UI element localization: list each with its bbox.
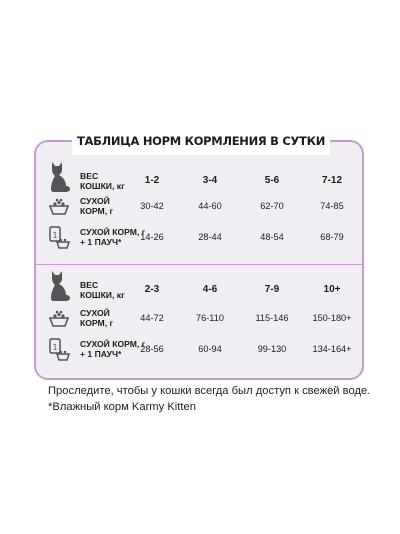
combo-cell: 28-56 bbox=[140, 344, 164, 354]
combo-cell: 134-164+ bbox=[312, 344, 352, 354]
dry-label: СУХОЙ КОРМ, г bbox=[80, 308, 114, 328]
dry-cell: 44-72 bbox=[140, 313, 164, 323]
table-title-wrap bbox=[72, 127, 330, 155]
table-divider bbox=[34, 264, 364, 265]
weight-label: ВЕС КОШКИ, кг bbox=[80, 280, 125, 300]
cat-icon bbox=[48, 269, 72, 303]
pouch-bowl-icon bbox=[48, 224, 70, 250]
combo-cell: 68-79 bbox=[320, 232, 344, 242]
weight-label: ВЕС КОШКИ, кг bbox=[80, 171, 125, 191]
weight-cell: 5-6 bbox=[264, 175, 280, 186]
table-title: ТАБЛИЦА НОРМ КОРМЛЕНИЯ В СУТКИ bbox=[76, 134, 326, 148]
combo-label: СУХОЙ КОРМ, г + 1 ПАУЧ* bbox=[80, 227, 146, 247]
wet-food-note: *Влажный корм Karmy Kitten bbox=[48, 401, 196, 413]
cat-icon bbox=[48, 160, 72, 194]
combo-cell: 14-26 bbox=[140, 232, 164, 242]
pouch-bowl-icon bbox=[48, 336, 70, 362]
water-note: Проследите, чтобы у кошки всегда был доступ к свежей воде. bbox=[48, 385, 371, 397]
table1-dry-row bbox=[34, 191, 364, 221]
dry-cell: 74-85 bbox=[320, 201, 344, 211]
combo-label: СУХОЙ КОРМ, г + 1 ПАУЧ* bbox=[80, 339, 146, 359]
table2-weight-row bbox=[34, 275, 364, 305]
weight-cell: 1-2 bbox=[144, 175, 160, 186]
weight-cell: 4-6 bbox=[202, 284, 218, 295]
combo-cell: 28-44 bbox=[198, 232, 222, 242]
combo-cell: 99-130 bbox=[257, 344, 287, 354]
dry-cell: 62-70 bbox=[260, 201, 284, 211]
weight-cell: 10+ bbox=[323, 284, 341, 295]
weight-cell: 7-9 bbox=[264, 284, 280, 295]
combo-cell: 48-54 bbox=[260, 232, 284, 242]
dry-cell: 115-146 bbox=[255, 313, 289, 323]
svg-text:1: 1 bbox=[52, 231, 58, 240]
dry-cell: 30-42 bbox=[140, 201, 164, 211]
table1-combo-row bbox=[34, 222, 364, 252]
combo-cell: 60-94 bbox=[198, 344, 222, 354]
table2-dry-row bbox=[34, 303, 364, 333]
food-bowl-icon bbox=[48, 193, 70, 219]
svg-text:1: 1 bbox=[52, 343, 58, 352]
dry-label: СУХОЙ КОРМ, г bbox=[80, 196, 114, 216]
dry-cell: 76-110 bbox=[196, 313, 224, 323]
table2-combo-row bbox=[34, 334, 364, 364]
dry-cell: 150-180+ bbox=[312, 313, 352, 323]
dry-cell: 44-60 bbox=[198, 201, 222, 211]
weight-cell: 3-4 bbox=[202, 175, 218, 186]
weight-cell: 7-12 bbox=[321, 175, 342, 186]
weight-cell: 2-3 bbox=[144, 284, 160, 295]
food-bowl-icon bbox=[48, 305, 70, 331]
